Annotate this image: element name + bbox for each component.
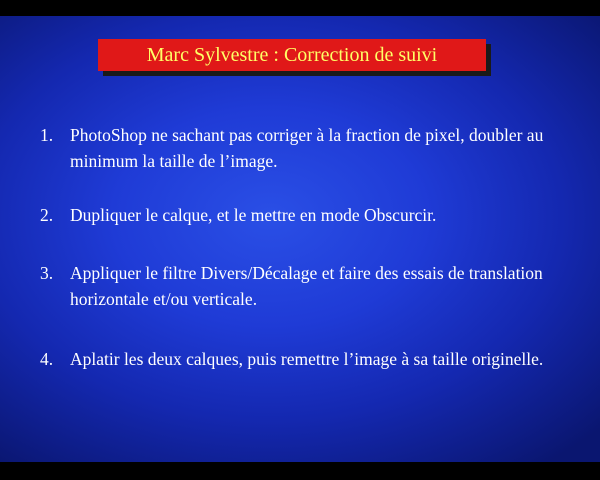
list-item-number: 3. xyxy=(40,263,54,283)
list-item-text: Aplatir les deux calques, puis remettre l’image à sa taille originelle. xyxy=(70,349,544,369)
list-item-text: Dupliquer le calque, et le mettre en mode Obscurcir. xyxy=(70,205,437,225)
slide-title: Marc Sylvestre : Correction de suivi xyxy=(146,43,438,66)
list-item xyxy=(40,260,560,312)
list-item-text: PhotoShop ne sachant pas corriger à la fraction de pixel, doubler au minimum la taille de l’image. xyxy=(70,125,544,171)
list-item xyxy=(40,346,560,372)
list-item xyxy=(40,122,560,174)
list-item-number: 1. xyxy=(40,125,54,145)
list-item-text: Appliquer le filtre Divers/Décalage et faire des essais de translation horizontale et/ou verticale. xyxy=(70,263,543,309)
list-item-number: 2. xyxy=(40,205,54,225)
numbered-list xyxy=(0,16,600,462)
list-item xyxy=(40,202,560,228)
slide xyxy=(0,16,600,462)
list-item-number: 4. xyxy=(40,349,54,369)
